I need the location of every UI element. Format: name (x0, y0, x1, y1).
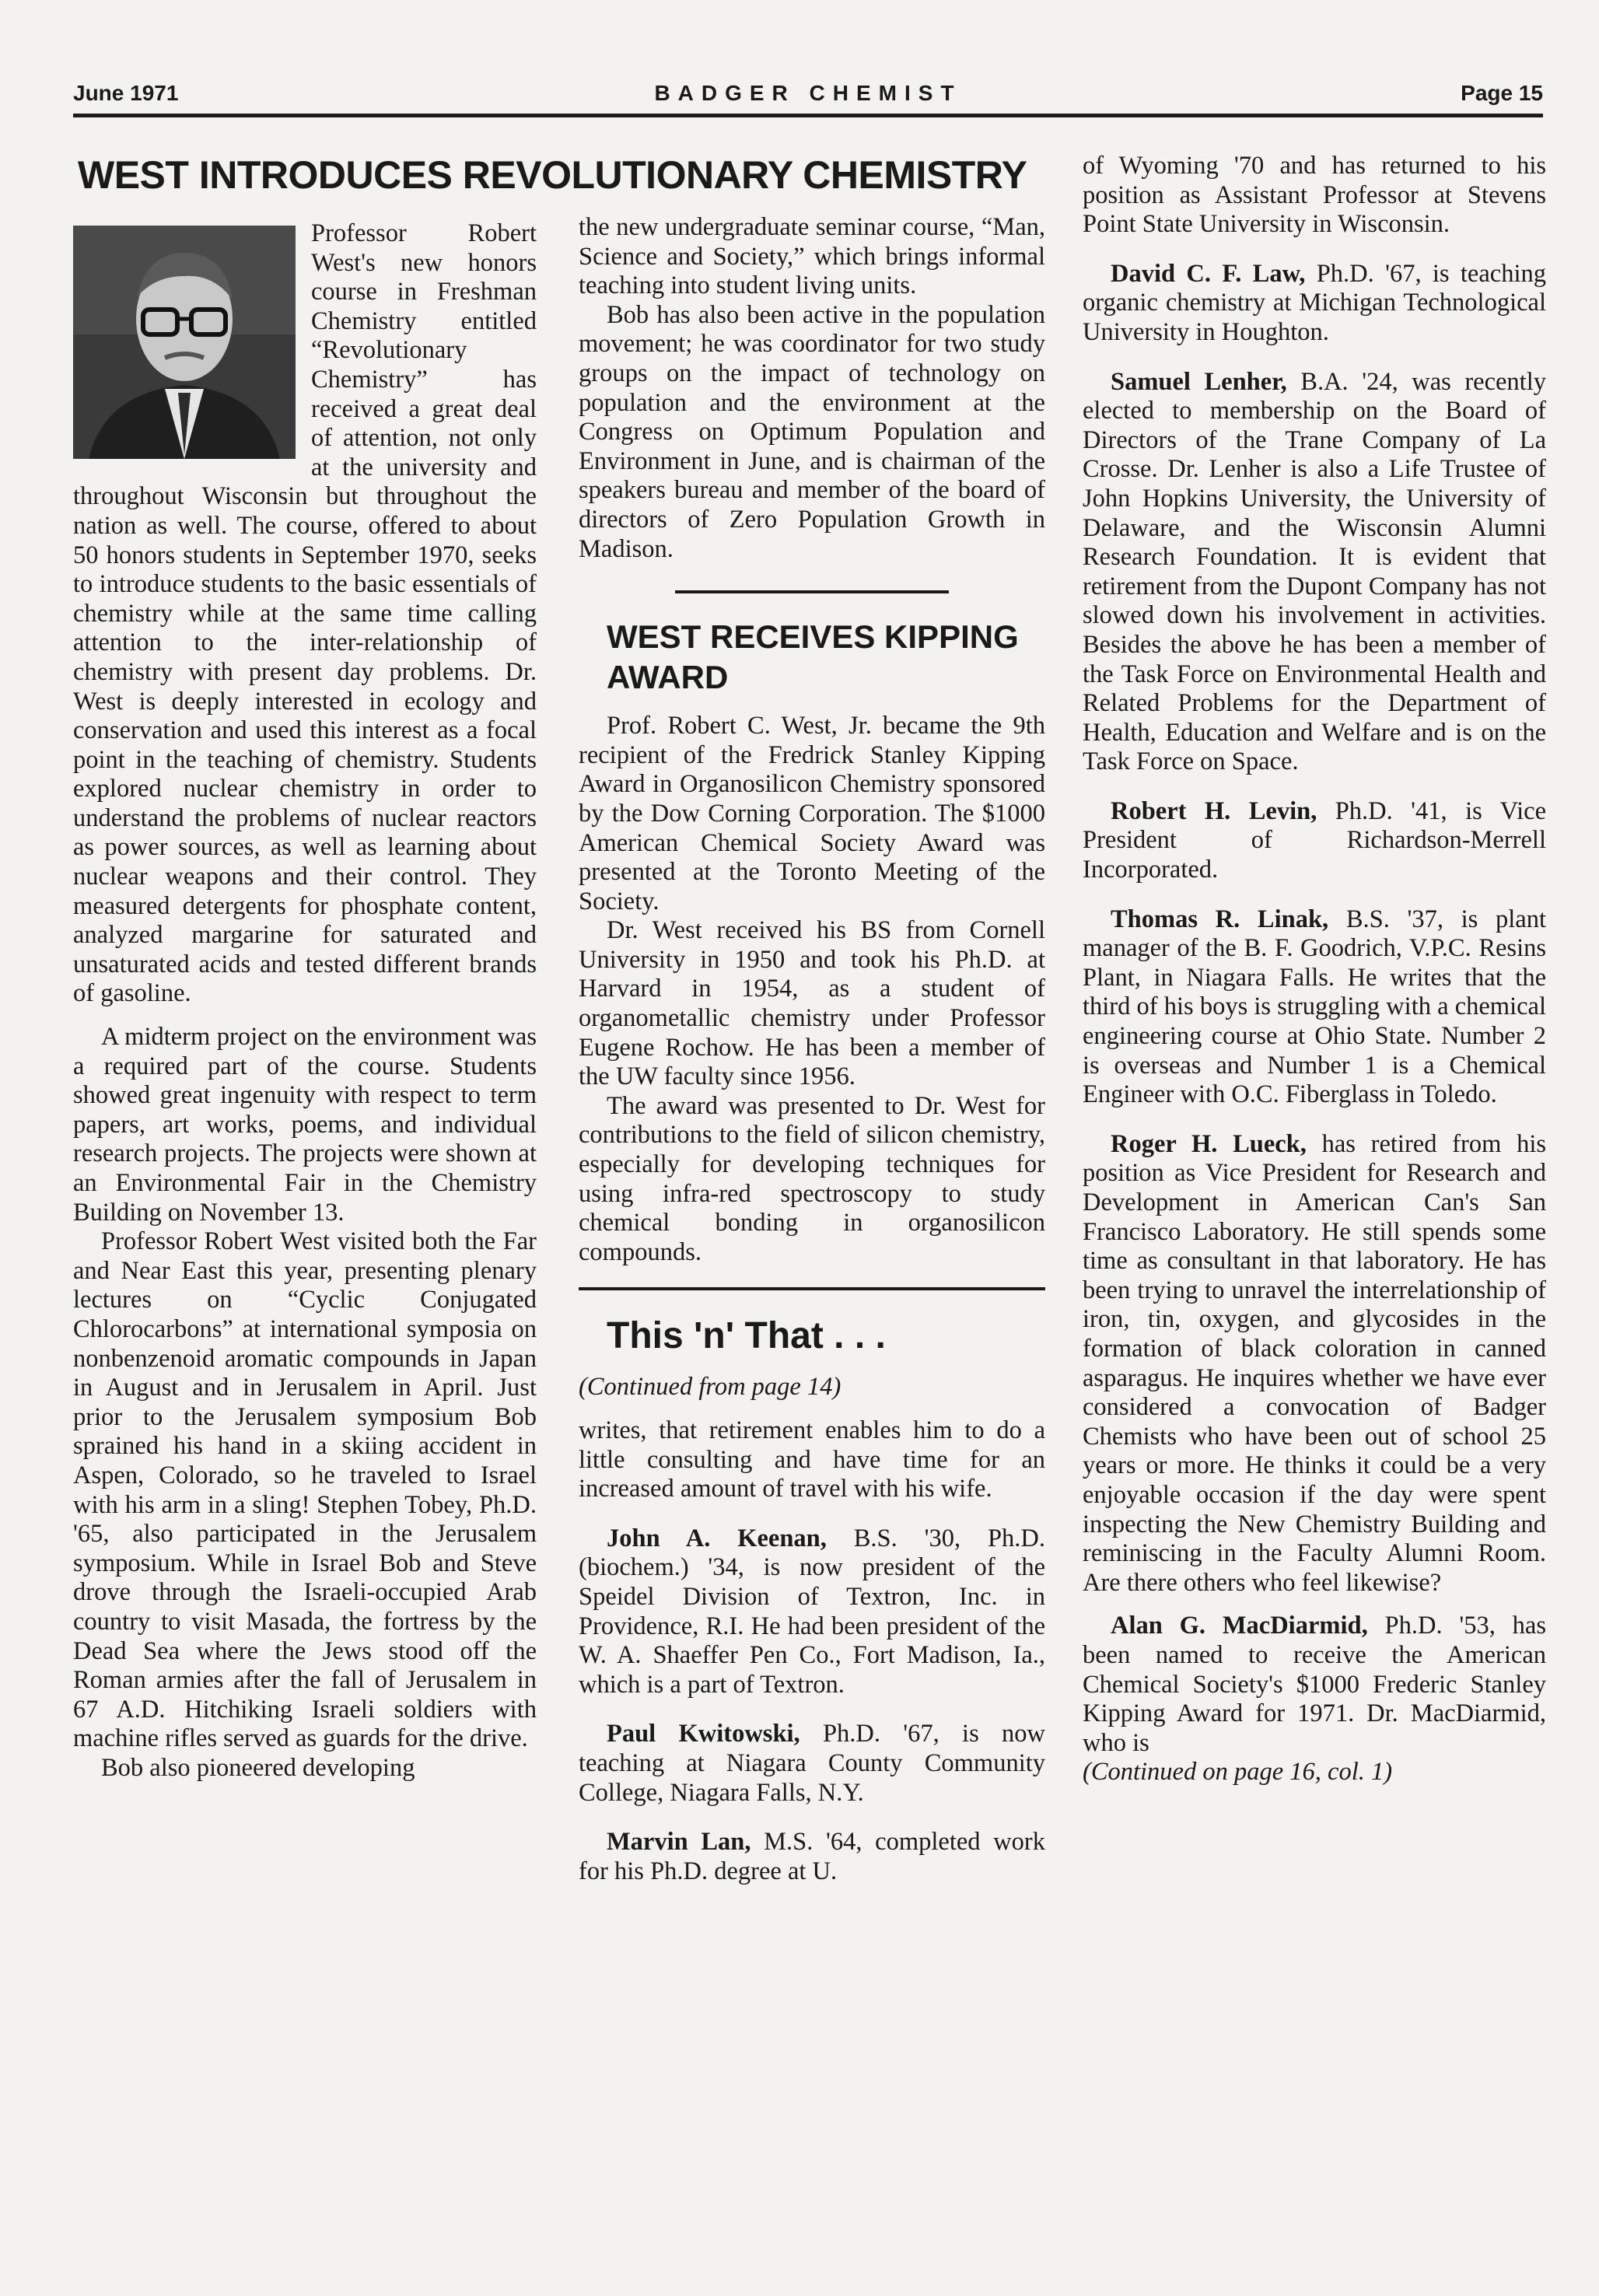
portrait-photo (73, 226, 296, 459)
article2-paragraph-3: The award was presented to Dr. West for contributions to the field of silicon chemistry, especially for developing techniques for using infra-red spectroscopy to study chemical bonding in organosilicon compounds. (579, 1091, 1045, 1266)
column-1 (73, 219, 537, 1783)
alumni-name: Thomas R. Linak, (1111, 905, 1329, 933)
alumni-item (579, 1828, 1045, 1886)
page-number: Page 15 (1461, 81, 1543, 105)
header-rule (73, 114, 1543, 117)
article1-paragraph-1: Professor Robert West's new honors course in Freshman Chemistry entitled “Revolutionary Chemistry” has received a great deal of attention, not only at the university and throughout Wisconsin but throughout the nation as well. The course, offered to about 50 honors students in September 1970, seeks to introduce students to the basic essentials of chemistry while at the same time calling attention to the inter-relationship of chemistry with present day problems. Dr. West is deeply interested in ecology and conservation and used this interest as a focal point in the teaching of chemistry. Students explored nuclear chemistry in order to understand the problems of nuclear reactors as power sources, as well as learning about nuclear weapons and their control. They measured detergents for phosphate content, analyzed margarine for saturated and unsaturated acids and tested different brands of gasoline. (73, 219, 537, 1008)
alumni-text: has retired from his position as Vice President for Research and Development in American Can's San Francisco Laboratory. He still spends some time as consultant in that laboratory. He has been trying to unravel the interrelationship of iron, tin, oxygen, and glycosides in the formation of black coloration in canned asparagus. He inquires whether we have ever considered a convocation of Badger Chemists who have been out of school 25 years or more. He thinks it could be a very enjoyable occasion if the day were spent inspecting the New Chemistry Building and reminiscing in the Faculty Alumni Room. Are there others who feel likewise? (1083, 1129, 1546, 1597)
publication-title: BADGER CHEMIST (654, 81, 962, 105)
alumni-item (1083, 1130, 1546, 1598)
section-divider-long (579, 1287, 1045, 1290)
portrait-image (73, 226, 296, 459)
article1-paragraph-4: Bob also pioneered developing (101, 1753, 415, 1782)
continued-on: (Continued on page 16, col. 1) (1083, 1758, 1393, 1787)
alumni-item (579, 1524, 1045, 1700)
alumni-text: B.S. '37, is plant manager of the B. F. Goodrich, V.P.C. Resins Plant, in Niagara Falls. He writes that the third of his boys is struggling with a chemical engineering course at Ohio State. Number 2 is overseas and Number 1 is a Chemical Engineer with O.C. Fiberglass in Toledo. (1083, 905, 1546, 1109)
alumni-item (1083, 152, 1546, 240)
alumni-name: Paul Kwitowski, (607, 1720, 800, 1748)
article1-paragraph-3: Professor Robert West visited both the Far and Near East this year, presenting plenary lectures on “Cyclic Conjugated Chlorocarbons” at international symposia on nonbenzenoid aromatic compounds in Japan in August and in Jerusalem in April. Just prior to the Jerusalem symposium Bob sprained his hand in a skiing accident in Aspen, Colorado, so he traveled to Israel with his arm in a sling! Stephen Tobey, Ph.D. '65, also participated in the Jerusalem symposium. While in Israel Bob and Steve drove through the Israeli-occupied Arab country to visit Masada, the fortress by the Dead Sea where the Jews stood off the Roman armies after the fall of Jerusalem in 67 A.D. Hitchiking Israeli soldiers with machine rifles served as guards for the drive. (73, 1227, 537, 1753)
alumni-text: M.S. '64, completed work for his Ph.D. degree at U. (579, 1828, 1045, 1885)
alumni-name: John A. Keenan, (607, 1524, 827, 1552)
alumni-text: B.A. '24, was recently elected to membership on the Board of Directors of the Trane Company of La Crosse. Dr. Lenher is also a Life Trustee of John Hopkins University, the University of Delaware, and the Wisconsin Alumni Research Foundation. It is evident that retirement from the Dupont Company has not slowed down his involvement in activities. Besides the above he has been a member of the Task Force on Environmental Health and Related Problems for the Department of Health, Education and Welfare and is on the Task Force on Space. (1083, 367, 1546, 776)
article2-paragraph-2: Dr. West received his BS from Cornell University in 1950 and took his Ph.D. at Harvard in 1954, as a student of organometallic chemistry under Professor Eugene Rochow. He has been a member of the UW faculty since 1956. (579, 916, 1045, 1091)
issue-date: June 1971 (73, 81, 179, 105)
continued-from: (Continued from page 14) (579, 1373, 841, 1402)
alumni-text: Ph.D. '67, is now teaching at Niagara County Community College, Niagara Falls, N.Y. (579, 1720, 1045, 1807)
alumni-item (1083, 905, 1546, 1110)
alumni-item (1083, 797, 1546, 885)
this-n-that-headline: This 'n' That . . . (607, 1315, 886, 1357)
page-header (73, 81, 1543, 112)
alumni-name: Roger H. Lueck, (1111, 1129, 1307, 1158)
section-divider (675, 590, 949, 593)
alumni-text: of Wyoming '70 and has returned to his position as Assistant Professor at Stevens Point State University in Wisconsin. (1083, 152, 1546, 239)
article1-paragraph-2: A midterm project on the environment was a required part of the course. Students showed great ingenuity with respect to term papers, art works, poems, and individual research projects. The projects were shown at an Environmental Fair in the Chemistry Building on November 13. (73, 1023, 537, 1227)
alumni-item (1083, 260, 1546, 348)
alumni-text: B.S. '30, Ph.D. (biochem.) '34, is now president of the Speidel Division of Textron, Inc. in Providence, R.I. He had been president of the W. A. Shaeffer Pen Co., Fort Madison, Ia., which is a part of Textron. (579, 1524, 1046, 1699)
article2-paragraph-1: Prof. Robert C. West, Jr. became the 9th recipient of the Fredrick Stanley Kipping Award in Organosilicon Chemistry sponsored by the Dow Corning Corporation. The $1000 American Chemical Society Award was presented at the Toronto Meeting of the Society. (579, 712, 1045, 915)
article-headline: WEST INTRODUCES REVOLUTIONARY CHEMISTRY (78, 153, 1027, 197)
kipping-headline-line-1: WEST RECEIVES KIPPING (607, 618, 1019, 656)
article1-paragraph-5: the new undergraduate seminar course, “Man, Science and Society,” which brings informal teaching into student living units. (579, 213, 1045, 300)
alumni-item (1083, 368, 1546, 777)
alumni-item (1083, 1612, 1546, 1758)
alumni-name: Alan G. MacDiarmid, (1111, 1612, 1368, 1640)
alumni-text: Ph.D. '53, has been named to receive the American Chemical Society's $1000 Frederic Stanley Kipping Award for 1971. Dr. MacDiarmid, who is (1083, 1612, 1546, 1757)
alumni-name: Robert H. Levin, (1111, 796, 1317, 825)
alumni-name: Samuel Lenher, (1111, 367, 1287, 396)
alumni-text: Ph.D. '41, is Vice President of Richardson-Merrell Incorporated. (1083, 796, 1546, 884)
column-2 (579, 213, 1045, 1886)
alumni-item (579, 1720, 1045, 1808)
alumni-text: Ph.D. '67, is teaching organic chemistry at Michigan Technological University in Houghton. (1083, 259, 1546, 346)
article1-paragraph-6: Bob has also been active in the population movement; he was coordinator for two study groups on the impact of technology on population and the environment at the Congress on Optimum Population and Environment in June, and is chairman of the speakers bureau and member of the board of directors of Zero Population Growth in Madison. (579, 300, 1045, 563)
alumni-name: David C. F. Law, (1111, 259, 1306, 288)
this-n-that-intro: writes, that retirement enables him to do a little consulting and have time for an increased amount of travel with his wife. (579, 1416, 1045, 1503)
kipping-headline-line-2: AWARD (607, 659, 729, 696)
alumni-name: Marvin Lan, (607, 1828, 751, 1857)
column-3 (1083, 152, 1546, 1787)
